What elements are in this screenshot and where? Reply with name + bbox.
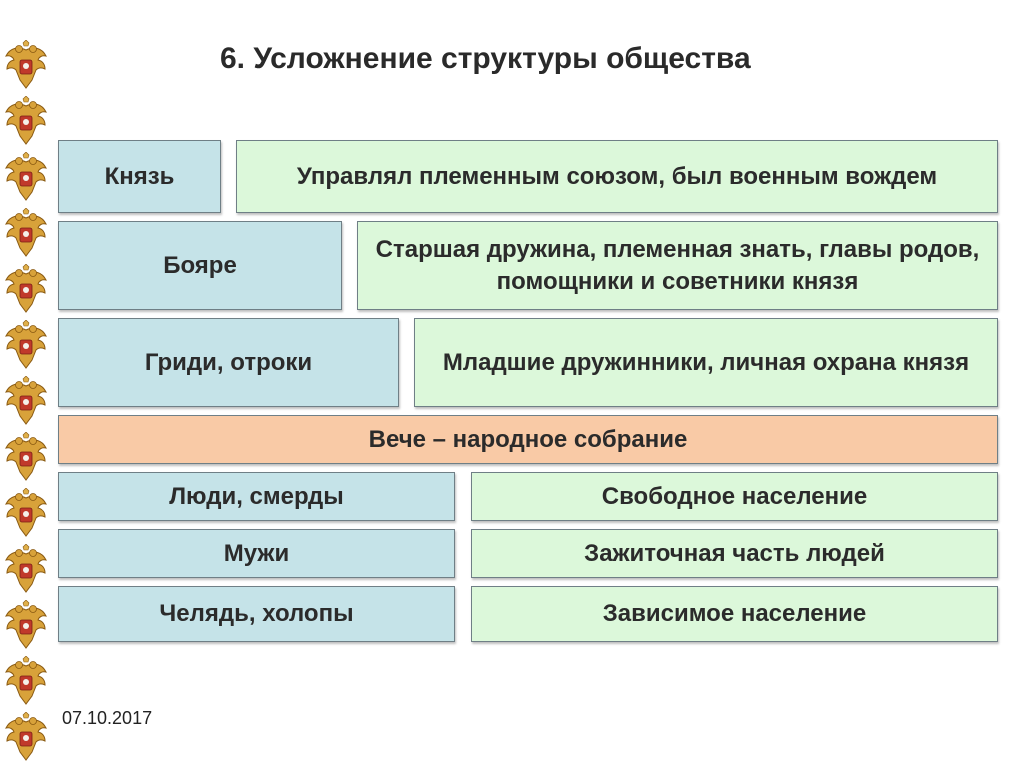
eagle-emblem-icon xyxy=(4,600,48,652)
eagle-emblem-icon xyxy=(4,208,48,260)
desc-box-gridi: Младшие дружинники, личная охрана князя xyxy=(414,318,998,407)
emblem-strip xyxy=(0,0,52,767)
desc-box-knyaz: Управлял племенным союзом, был военным вождем xyxy=(236,140,998,213)
term-box-lyudi: Люди, смерды xyxy=(58,472,455,521)
term-box-muzhi: Мужи xyxy=(58,529,455,578)
term-box-gridi: Гриди, отроки xyxy=(58,318,399,407)
eagle-emblem-icon xyxy=(4,712,48,764)
term-box-chelyad: Челядь, холопы xyxy=(58,586,455,642)
slide-title: 6. Усложнение структуры общества xyxy=(220,42,751,75)
eagle-emblem-icon xyxy=(4,96,48,148)
eagle-emblem-icon xyxy=(4,544,48,596)
eagle-emblem-icon xyxy=(4,40,48,92)
desc-box-chelyad: Зависимое население xyxy=(471,586,998,642)
eagle-emblem-icon xyxy=(4,376,48,428)
eagle-emblem-icon xyxy=(4,488,48,540)
veche-box: Вече – народное собрание xyxy=(58,415,998,464)
slide-date: 07.10.2017 xyxy=(62,708,153,728)
term-box-knyaz: Князь xyxy=(58,140,221,213)
eagle-emblem-icon xyxy=(4,320,48,372)
desc-box-muzhi: Зажиточная часть людей xyxy=(471,529,998,578)
term-box-boyare: Бояре xyxy=(58,221,342,310)
eagle-emblem-icon xyxy=(4,432,48,484)
eagle-emblem-icon xyxy=(4,264,48,316)
desc-box-lyudi: Свободное население xyxy=(471,472,998,521)
eagle-emblem-icon xyxy=(4,656,48,708)
eagle-emblem-icon xyxy=(4,152,48,204)
desc-box-boyare: Старшая дружина, племенная знать, главы родов, помощники и советники князя xyxy=(357,221,998,310)
